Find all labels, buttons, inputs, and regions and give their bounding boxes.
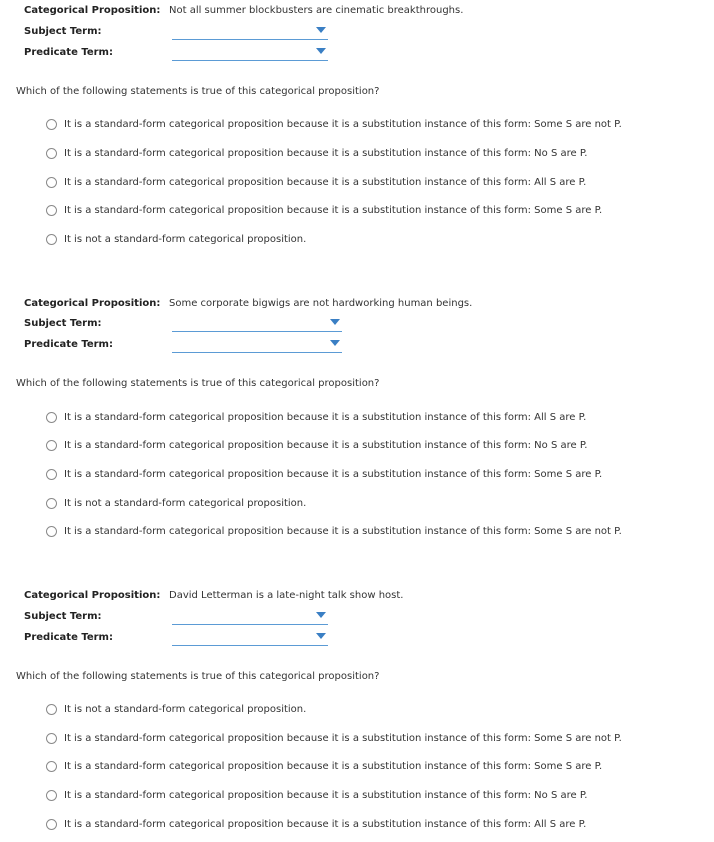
- subject-dropdown[interactable]: [172, 23, 328, 40]
- answer-option-text: It is a standard-form categorical proposition because it is a substitution instance of this form: Some S are P.: [64, 205, 603, 216]
- subject-dropdown[interactable]: [172, 315, 342, 332]
- radio-button-icon[interactable]: [46, 704, 57, 715]
- answer-option-text: It is a standard-form categorical proposition because it is a substitution instance of this form: No S are P.: [64, 790, 588, 801]
- predicate-label: Predicate Term:: [24, 339, 113, 350]
- predicate-label: Predicate Term:: [24, 47, 113, 58]
- answer-option-text: It is a standard-form categorical proposition because it is a substitution instance of this form: No S are P.: [64, 440, 588, 451]
- caret-down-icon: [330, 319, 340, 325]
- subject-label: Subject Term:: [24, 611, 102, 622]
- radio-button-icon[interactable]: [46, 526, 57, 537]
- answer-option-text: It is a standard-form categorical proposition because it is a substitution instance of this form: Some S are not P.: [64, 526, 622, 537]
- radio-button-icon[interactable]: [46, 469, 57, 480]
- radio-button-icon[interactable]: [46, 498, 57, 509]
- caret-down-icon: [316, 612, 326, 618]
- radio-button-icon[interactable]: [46, 205, 57, 216]
- predicate-dropdown[interactable]: [172, 629, 328, 646]
- answer-option-text: It is a standard-form categorical proposition because it is a substitution instance of this form: Some S are P.: [64, 469, 603, 480]
- radio-button-icon[interactable]: [46, 761, 57, 772]
- radio-button-icon[interactable]: [46, 177, 57, 188]
- answer-option-text: It is not a standard-form categorical proposition.: [64, 234, 307, 245]
- radio-button-icon[interactable]: [46, 119, 57, 130]
- radio-button-icon[interactable]: [46, 234, 57, 245]
- answer-option-text: It is a standard-form categorical proposition because it is a substitution instance of this form: All S are P.: [64, 177, 587, 188]
- proposition-label: Categorical Proposition:: [24, 5, 161, 16]
- predicate-label: Predicate Term:: [24, 632, 113, 643]
- subject-label: Subject Term:: [24, 318, 102, 329]
- answer-option-text: It is a standard-form categorical proposition because it is a substitution instance of this form: Some S are not P.: [64, 733, 622, 744]
- answer-option-text: It is a standard-form categorical proposition because it is a substitution instance of this form: All S are P.: [64, 412, 587, 423]
- answer-option-text: It is a standard-form categorical proposition because it is a substitution instance of this form: Some S are not P.: [64, 119, 622, 130]
- radio-button-icon[interactable]: [46, 819, 57, 830]
- predicate-dropdown[interactable]: [172, 44, 328, 61]
- proposition-text: Not all summer blockbusters are cinematic breakthroughs.: [169, 5, 464, 16]
- question-text: Which of the following statements is true of this categorical proposition?: [16, 671, 380, 682]
- subject-label: Subject Term:: [24, 26, 102, 37]
- answer-option-text: It is not a standard-form categorical proposition.: [64, 704, 307, 715]
- caret-down-icon: [316, 633, 326, 639]
- question-text: Which of the following statements is true of this categorical proposition?: [16, 378, 380, 389]
- proposition-text: David Letterman is a late-night talk show host.: [169, 590, 404, 601]
- proposition-label: Categorical Proposition:: [24, 590, 161, 601]
- answer-option-text: It is a standard-form categorical proposition because it is a substitution instance of this form: No S are P.: [64, 148, 588, 159]
- proposition-label: Categorical Proposition:: [24, 298, 161, 309]
- caret-down-icon: [316, 27, 326, 33]
- radio-button-icon[interactable]: [46, 412, 57, 423]
- caret-down-icon: [316, 48, 326, 54]
- subject-dropdown[interactable]: [172, 608, 328, 625]
- answer-option-text: It is not a standard-form categorical proposition.: [64, 498, 307, 509]
- radio-button-icon[interactable]: [46, 733, 57, 744]
- answer-option-text: It is a standard-form categorical proposition because it is a substitution instance of this form: All S are P.: [64, 819, 587, 830]
- radio-button-icon[interactable]: [46, 790, 57, 801]
- proposition-text: Some corporate bigwigs are not hardworking human beings.: [169, 298, 473, 309]
- answer-option-text: It is a standard-form categorical proposition because it is a substitution instance of this form: Some S are P.: [64, 761, 603, 772]
- caret-down-icon: [330, 340, 340, 346]
- predicate-dropdown[interactable]: [172, 336, 342, 353]
- radio-button-icon[interactable]: [46, 148, 57, 159]
- question-text: Which of the following statements is true of this categorical proposition?: [16, 86, 380, 97]
- radio-button-icon[interactable]: [46, 440, 57, 451]
